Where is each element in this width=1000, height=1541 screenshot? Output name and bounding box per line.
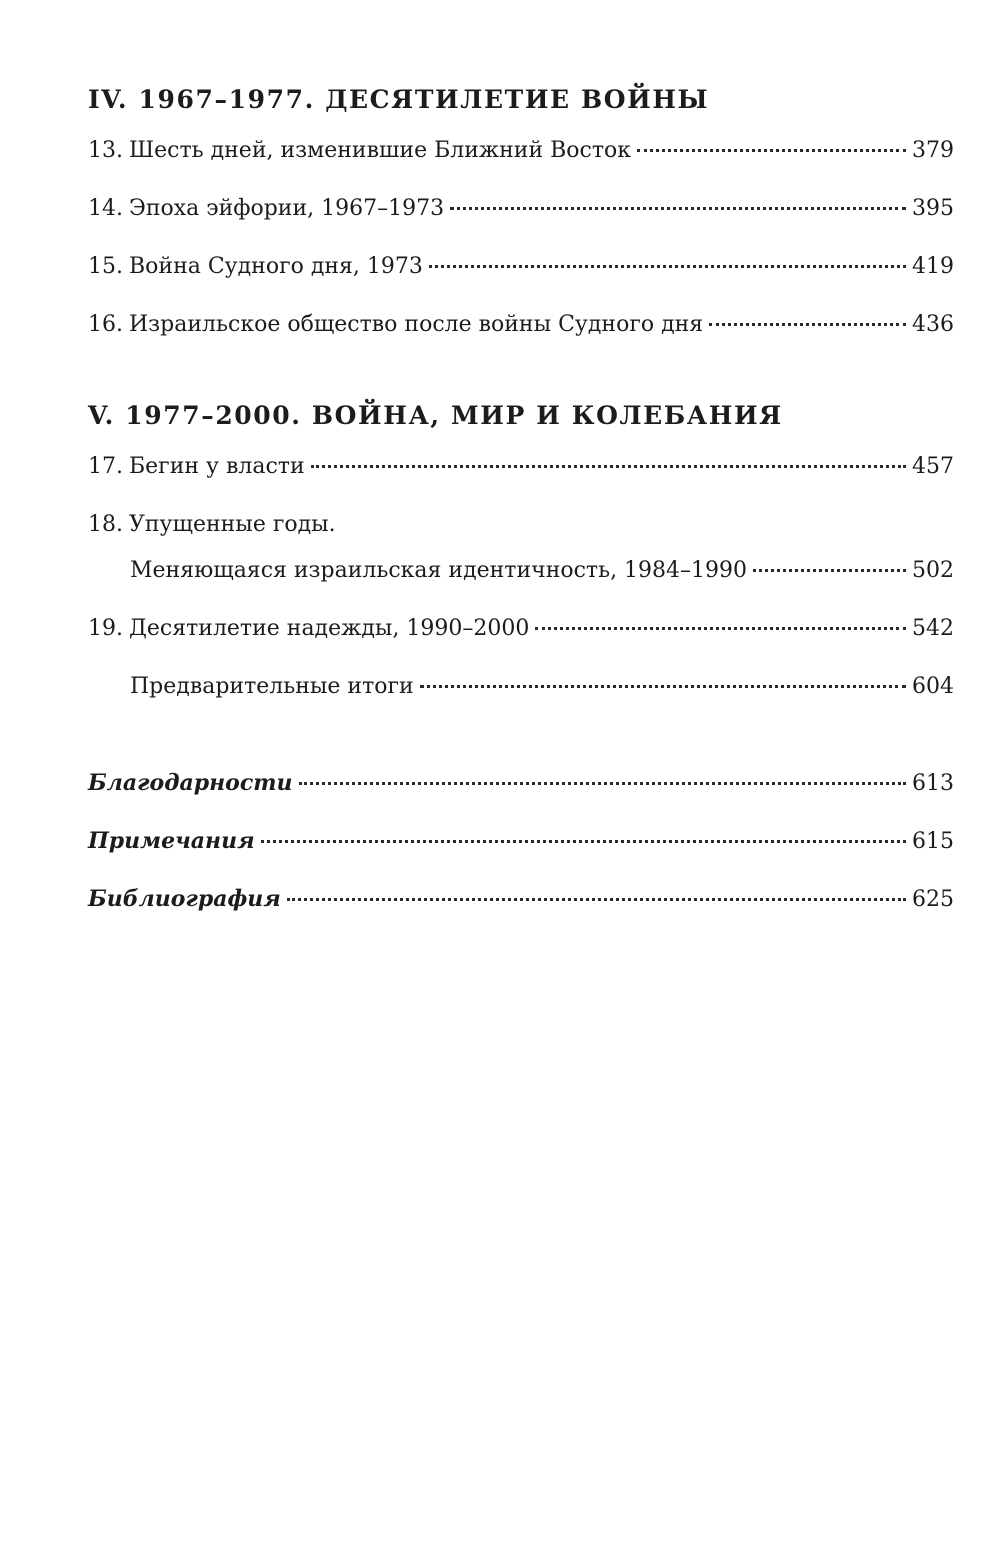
- chapter-number: 15.: [88, 254, 123, 279]
- dot-leader: [753, 569, 906, 572]
- toc-entry-preliminary-results[interactable]: [88, 672, 954, 702]
- page-number: 419: [912, 254, 954, 279]
- table-of-contents: [88, 70, 954, 942]
- toc-entry-18[interactable]: [88, 510, 954, 586]
- dot-leader: [299, 782, 906, 785]
- chapter-number: 14.: [88, 196, 123, 221]
- toc-entry-notes[interactable]: [88, 826, 954, 856]
- page-number: 379: [912, 138, 954, 163]
- chapter-title-line1: Упущенные годы.: [129, 512, 336, 537]
- dot-leader: [287, 898, 906, 901]
- page-number: 502: [912, 558, 954, 583]
- chapter-title: Шесть дней, изменившие Ближний Восток: [129, 138, 632, 163]
- toc-entry-acknowledgements[interactable]: [88, 768, 954, 798]
- chapter-title: Десятилетие надежды, 1990–2000: [129, 616, 530, 641]
- page-number: 457: [912, 454, 954, 479]
- section-title: Примечания: [88, 828, 255, 854]
- chapter-title-line2: Меняющаяся израильская идентичность, 1984–1990: [130, 558, 748, 583]
- chapter-number: 16.: [88, 312, 123, 337]
- back-matter: [88, 768, 954, 914]
- toc-entry-16[interactable]: [88, 310, 954, 340]
- page-number: 615: [912, 829, 954, 854]
- page-number: 625: [912, 887, 954, 912]
- page-number: 542: [912, 616, 954, 641]
- chapter-title: Израильское общество после войны Судного дня: [129, 312, 704, 337]
- part-v-entries: [88, 452, 954, 702]
- dot-leader: [709, 323, 906, 326]
- part-title-v: V. 1977–2000. ВОЙНА, МИР И КОЛЕБАНИЯ: [88, 401, 783, 430]
- toc-entry-13[interactable]: [88, 136, 954, 166]
- page-number: 613: [912, 771, 954, 796]
- dot-leader: [429, 265, 906, 268]
- chapter-number: 18.: [88, 512, 123, 537]
- chapter-number: 13.: [88, 138, 123, 163]
- page-number: 395: [912, 196, 954, 221]
- chapter-title: Война Судного дня, 1973: [129, 254, 423, 279]
- toc-entry-14[interactable]: [88, 194, 954, 224]
- section-title: Библиография: [88, 886, 281, 912]
- chapter-number: 17.: [88, 454, 123, 479]
- dot-leader: [261, 840, 906, 843]
- chapter-title: Эпоха эйфории, 1967–1973: [129, 196, 445, 221]
- dot-leader: [637, 149, 906, 152]
- toc-entry-bibliography[interactable]: [88, 884, 954, 914]
- part-title-iv: IV. 1967–1977. ДЕСЯТИЛЕТИЕ ВОЙНЫ: [88, 85, 710, 114]
- dot-leader: [311, 465, 906, 468]
- section-title: Благодарности: [88, 770, 293, 796]
- dot-leader: [420, 685, 906, 688]
- part-iv-entries: [88, 136, 954, 340]
- page-number: 604: [912, 674, 954, 699]
- chapter-title: Бегин у власти: [129, 454, 305, 479]
- dot-leader: [450, 207, 906, 210]
- chapter-number: 19.: [88, 616, 123, 641]
- page-number: 436: [912, 312, 954, 337]
- dot-leader: [535, 627, 906, 630]
- chapter-title: Предварительные итоги: [130, 674, 414, 699]
- toc-entry-15[interactable]: [88, 252, 954, 282]
- toc-entry-17[interactable]: [88, 452, 954, 482]
- toc-entry-19[interactable]: [88, 614, 954, 644]
